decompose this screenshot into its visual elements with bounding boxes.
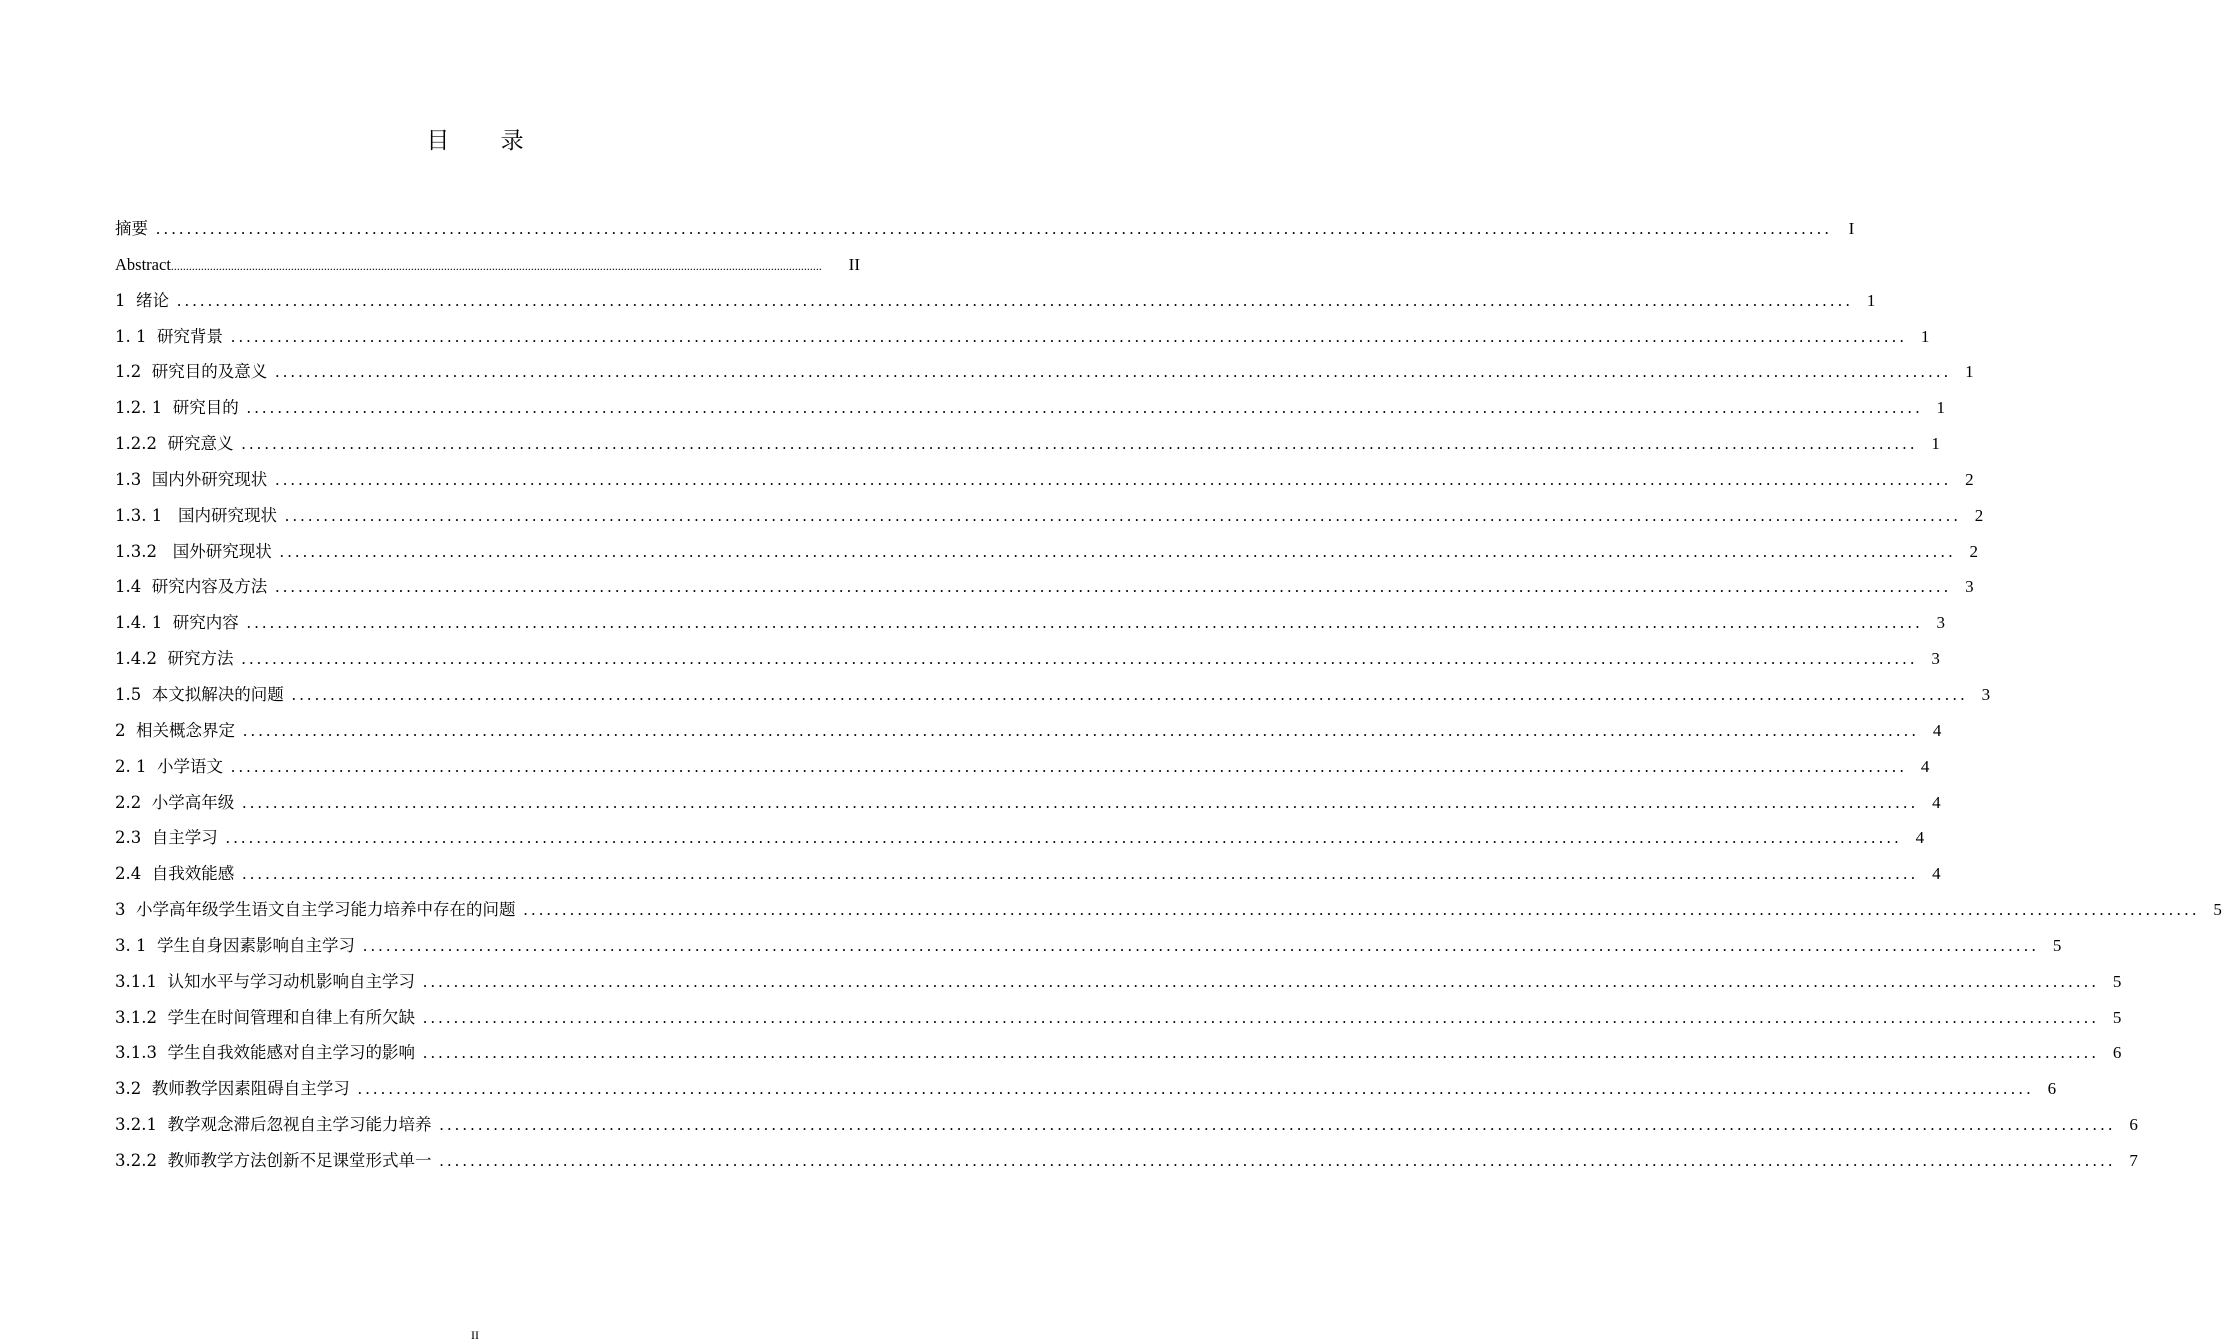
toc-dot-leader: ......................................................................................................................................................................................................................... — [279, 541, 1957, 561]
toc-dot-leader: ......................................................................................................................................................................................................................... — [422, 1043, 2100, 1063]
toc-entry-page: 4 — [1932, 720, 1942, 740]
toc-entry-page: 3 — [1965, 577, 1974, 597]
toc-entry-page: 4 — [1920, 756, 1930, 776]
toc-entry[interactable] — [115, 569, 1974, 605]
toc-entry-page: I — [1848, 219, 1855, 238]
toc-dot-leader: ......................................................................................................................................................................................................................... — [225, 828, 1903, 848]
page-title: 目 录 — [426, 128, 546, 154]
toc-entry-abstract-en[interactable] — [115, 247, 860, 283]
toc-entry[interactable] — [115, 785, 1941, 821]
toc-entry-page: 2 — [1969, 541, 1979, 561]
toc-entry-title: 3.2.1 教学观念滞后忽视自主学习能力培养 — [115, 1115, 432, 1135]
toc-dot-leader: ......................................................................................................................................................................................................................... — [275, 362, 1952, 382]
toc-entry[interactable] — [115, 605, 1946, 641]
toc-entry-page: 1 — [1936, 398, 1946, 418]
toc-entry[interactable] — [115, 462, 1974, 498]
toc-entry-title: 3 小学高年级学生语文自主学习能力培养中存在的问题 — [115, 900, 516, 920]
toc-entry-page: 1 — [1920, 326, 1930, 346]
toc-entry-title: 1.4. 1 研究内容 — [115, 613, 239, 633]
toc-entry-title: 1.4 研究内容及方法 — [115, 577, 268, 597]
toc-dot-leader: ......................................................................................................................................................................................................................... — [422, 1007, 2100, 1027]
toc-entry-title: 1.4.2 研究方法 — [115, 649, 234, 669]
toc-entry-title: 1.3. 1 国内研究现状 — [115, 505, 277, 525]
toc-dot-leader: ......................................................................................................................................................................................................................... — [156, 219, 1833, 238]
toc-entry[interactable] — [115, 677, 1991, 713]
toc-entry-page: 5 — [2112, 971, 2122, 991]
toc-entry-page: 3 — [1981, 684, 1991, 704]
toc-dot-leader: ......................................................................................................................................................................................................................... — [242, 792, 1919, 812]
toc-entry-title: 2 相关概念界定 — [115, 720, 235, 740]
toc-entry-title: 1.2 研究目的及意义 — [115, 362, 268, 382]
toc-entry[interactable] — [115, 498, 1984, 534]
toc-entry[interactable] — [115, 534, 1979, 570]
toc-entry-title: 2.4 自我效能感 — [115, 864, 235, 884]
toc-entry-title: 1.3 国内外研究现状 — [115, 469, 268, 489]
toc-entry[interactable] — [115, 283, 1876, 319]
toc-dot-leader: ......................................................................................................................................................................................................................... — [242, 864, 1919, 884]
toc-entry-page: 2 — [1965, 469, 1974, 489]
toc-entry-page: 7 — [2129, 1150, 2138, 1170]
toc-entry-title: 2.2 小学高年级 — [115, 792, 235, 812]
toc-entry-title: Abstract — [115, 254, 171, 274]
toc-entry-title: 3.2.2 教师教学方法创新不足课堂形式单一 — [115, 1150, 432, 1170]
toc-entry[interactable] — [115, 1071, 2057, 1107]
toc-entry[interactable] — [115, 820, 1925, 856]
toc-dot-leader: ......................................................................................................................................................................................................................... — [275, 469, 1952, 489]
toc-entry-page: 4 — [1932, 792, 1941, 812]
toc-entry-page: 1 — [1965, 362, 1974, 382]
toc-dot-leader: ......................................................................................................................................................................................................................... — [275, 577, 1952, 597]
toc-entry[interactable] — [115, 1000, 2122, 1036]
toc-dot-leader: ......................................................................................................................................................................................................................... — [246, 613, 1924, 633]
toc-dot-leader: ......................................................................................................................................................................................................................... — [243, 720, 1920, 740]
toc-entry-page: 1 — [1931, 434, 1940, 454]
toc-entry-page: 4 — [1932, 864, 1941, 884]
toc-entry[interactable] — [115, 1035, 2122, 1071]
table-of-contents — [115, 211, 2222, 1179]
toc-entry-title: 1. 1 研究背景 — [115, 326, 223, 346]
toc-entry-page: 6 — [2047, 1079, 2057, 1099]
toc-entry[interactable] — [115, 390, 1946, 426]
toc-dot-leader: ......................................................................................................................................................................................................................... — [284, 505, 1962, 525]
toc-dot-leader: ......................................................................................................................................................................................................................... — [241, 434, 1918, 454]
toc-dot-leader: ......................................................................................................................................................................................................................... — [291, 684, 1969, 704]
toc-entry[interactable] — [115, 426, 1940, 462]
toc-entry[interactable] — [115, 892, 2222, 928]
toc-dot-leader: ......................................................................................................................................................................................................................... — [246, 398, 1924, 418]
toc-entry[interactable] — [115, 713, 1942, 749]
toc-entry[interactable] — [115, 856, 1941, 892]
toc-entry-title: 1 绪论 — [115, 290, 169, 310]
toc-dot-leader: ......................................................................................................................................................................................................................... — [170, 258, 822, 273]
toc-entry-page: 3 — [1931, 649, 1940, 669]
toc-entry-title: 摘要 — [115, 219, 148, 238]
toc-entry[interactable] — [115, 641, 1940, 677]
toc-dot-leader: ......................................................................................................................................................................................................................... — [439, 1115, 2116, 1135]
toc-entry-page: 5 — [2213, 900, 2222, 920]
toc-entry-title: 3.1.3 学生自我效能感对自主学习的影响 — [115, 1043, 415, 1063]
footer-page-number: II — [471, 1328, 479, 1342]
toc-dot-leader: ......................................................................................................................................................................................................................... — [357, 1079, 2035, 1099]
toc-dot-leader: ......................................................................................................................................................................................................................... — [362, 935, 2040, 955]
toc-entry[interactable] — [115, 749, 1930, 785]
toc-entry-title: 1.5 本文拟解决的问题 — [115, 684, 284, 704]
toc-entry-title: 1.3.2 国外研究现状 — [115, 541, 272, 561]
toc-entry[interactable] — [115, 964, 2122, 1000]
toc-entry[interactable] — [115, 1107, 2138, 1143]
toc-entry-page: 1 — [1866, 290, 1876, 310]
toc-entry-page: 6 — [2112, 1043, 2122, 1063]
toc-entry-title: 2.3 自主学习 — [115, 828, 218, 848]
toc-entry-title: 3. 1 学生自身因素影响自主学习 — [115, 935, 355, 955]
toc-entry[interactable] — [115, 928, 2062, 964]
toc-entry-page: 3 — [1936, 613, 1946, 633]
toc-entry-title: 1.2. 1 研究目的 — [115, 398, 239, 418]
toc-entry[interactable] — [115, 319, 1930, 355]
toc-dot-leader: ......................................................................................................................................................................................................................... — [230, 326, 1908, 346]
toc-entry-page: 5 — [2112, 1007, 2122, 1027]
toc-entry-title: 3.1.1 认知水平与学习动机影响自主学习 — [115, 971, 415, 991]
toc-dot-leader: ......................................................................................................................................................................................................................... — [230, 756, 1908, 776]
toc-entry[interactable] — [115, 354, 1974, 390]
toc-entry-page: II — [848, 254, 860, 274]
toc-entry-abstract-cn[interactable] — [115, 211, 1855, 247]
toc-entry-page: 4 — [1915, 828, 1925, 848]
toc-dot-leader: ......................................................................................................................................................................................................................... — [241, 649, 1918, 669]
toc-entry-title: 3.2 教师教学因素阻碍自主学习 — [115, 1079, 350, 1099]
toc-dot-leader: ......................................................................................................................................................................................................................... — [439, 1150, 2116, 1170]
toc-entry-title: 1.2.2 研究意义 — [115, 434, 234, 454]
toc-entry-title: 3.1.2 学生在时间管理和自律上有所欠缺 — [115, 1007, 415, 1027]
toc-entry[interactable] — [115, 1143, 2138, 1179]
toc-dot-leader: ......................................................................................................................................................................................................................... — [422, 971, 2100, 991]
toc-entry-page: 6 — [2129, 1115, 2138, 1135]
toc-entry-title: 2. 1 小学语文 — [115, 756, 223, 776]
toc-entry-page: 2 — [1974, 505, 1984, 525]
toc-entry-page: 5 — [2052, 935, 2062, 955]
toc-dot-leader: ......................................................................................................................................................................................................................... — [177, 290, 1854, 310]
toc-dot-leader: ......................................................................................................................................................................................................................... — [523, 900, 2200, 920]
